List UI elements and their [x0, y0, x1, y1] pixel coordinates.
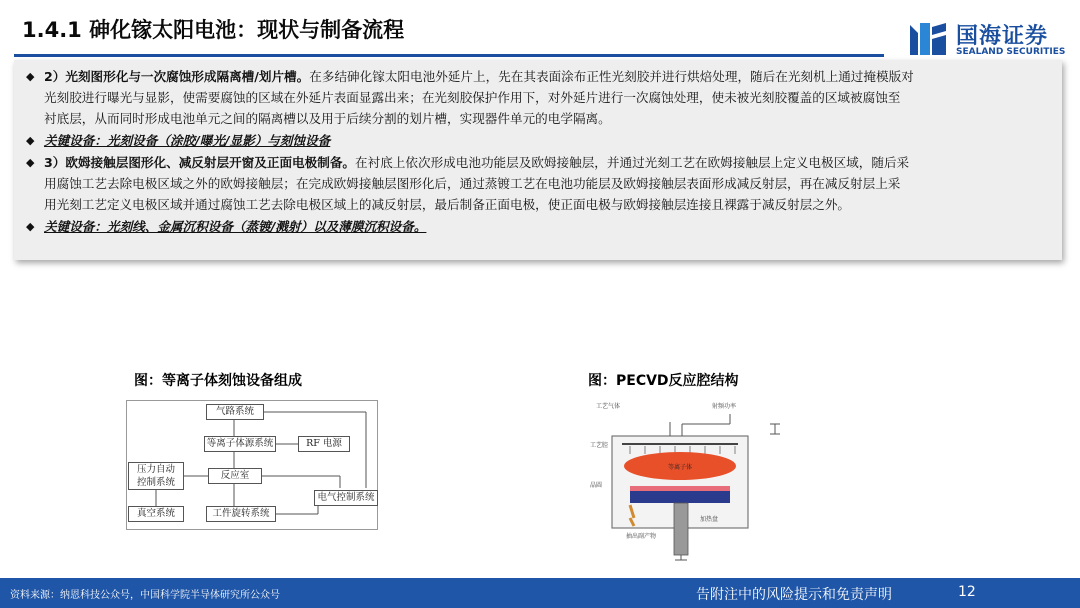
- step3-text-line3: 用光刻工艺定义电极区域并通过腐蚀工艺去除电极区域上的减反射层，最后制备正面电极，使正面电极与欧姆接触层连接且裸露于减反射层之外。: [44, 197, 850, 212]
- node-reaction-chamber: 反应室: [208, 468, 262, 484]
- sealand-logo-icon: [906, 19, 950, 59]
- node-pressure-control: [128, 462, 184, 490]
- label-rf-power: 射频功率: [712, 403, 737, 410]
- step2-text-line3: 衬底层，从而同时形成电池单元之间的隔离槽以及用于后续分割的划片槽，实现器件单元的电学隔离。: [44, 111, 611, 126]
- content-box: [14, 60, 1062, 260]
- disclaimer-link[interactable]: 告附注中的风险提示和免责声明: [696, 587, 892, 603]
- step3-heading: 3）欧姆接触层图形化、减反射层开窗及正面电极制备。: [44, 155, 356, 170]
- paragraph-step3: [26, 152, 1052, 215]
- node-rotation-system: 工件旋转系统: [206, 506, 276, 522]
- bullet-icon: ◆: [26, 70, 35, 83]
- key-equipment-2-text: 关键设备：光刻线、金属沉积设备（蒸镀/溅射）以及薄膜沉积设备。: [44, 219, 427, 234]
- step2-text-line2: 光刻胶进行曝光与显影，使需要腐蚀的区域在外延片表面显露出来；在光刻胶保护作用下，对外延片进行一次腐蚀处理，使未被光刻胶覆盖的区域被腐蚀至: [44, 90, 901, 105]
- paragraph-step2: [26, 66, 1052, 129]
- node-vacuum-system: 真空系统: [128, 506, 184, 522]
- bullet-icon: ◆: [26, 220, 35, 233]
- key-equipment-1-text: 关键设备：光刻设备（涂胶/曝光/显影）与刻蚀设备: [44, 133, 331, 148]
- page-number: 12: [958, 584, 976, 600]
- label-heater: 加热盘: [700, 516, 719, 523]
- step3-text-line1: 在衬底上依次形成电池功能层及欧姆接触层，并通过光刻工艺在欧姆接触层上定义电极区域，随后采: [355, 155, 910, 170]
- bullet-icon: ◆: [26, 134, 35, 147]
- node-gas-system: 气路系统: [206, 404, 264, 420]
- footer-bar: [0, 578, 1080, 608]
- label-plasma: 等离子体: [668, 464, 693, 471]
- node-electrical-control: 电气控制系统: [314, 490, 378, 506]
- bullet-icon: ◆: [26, 156, 35, 169]
- node-pressure-line2: 控制系统: [136, 477, 175, 488]
- label-exhaust: 抽出副产物: [626, 533, 657, 540]
- node-rf-power: RF 电源: [298, 436, 350, 452]
- company-logo: [906, 19, 1066, 61]
- node-plasma-source: 等离子体源系统: [204, 436, 276, 452]
- step2-text-line1: 在多结砷化镓太阳电池外延片上，先在其表面涂布正性光刻胶并进行烘焙处理，随后在光刻机上通过掩模版对: [309, 69, 914, 84]
- node-pressure-line1: 压力自动: [136, 464, 175, 475]
- label-process-chamber: 工艺腔: [590, 442, 609, 449]
- step3-text-line2: 用腐蚀工艺去除电极区域之外的欧姆接触层；在完成欧姆接触层图形化后，通过蒸镀工艺在电池功能层及欧姆接触层表面形成减反射层，再在减反射层上采: [44, 176, 901, 191]
- data-source: 资料来源：纳恩科技公众号，中国科学院半导体研究所公众号: [10, 590, 280, 601]
- label-wafer: 晶圆: [590, 482, 603, 489]
- label-process-gas: 工艺气体: [596, 403, 621, 410]
- key-equipment-1: [26, 130, 1052, 151]
- logo-english-name: SEALAND SECURITIES: [956, 47, 1066, 57]
- plasma-etch-diagram: [126, 400, 378, 530]
- pecvd-diagram: [590, 400, 790, 565]
- pecvd-chamber-illustration: [590, 400, 790, 565]
- left-figure-caption: 图：等离子体刻蚀设备组成: [134, 373, 302, 389]
- step2-heading: 2）光刻图形化与一次腐蚀形成隔离槽/划片槽。: [44, 69, 310, 84]
- title-divider: [14, 54, 884, 57]
- right-figure-caption: 图：PECVD反应腔结构: [588, 373, 739, 389]
- key-equipment-2: [26, 216, 1052, 237]
- page-title: 1.4.1 砷化镓太阳电池：现状与制备流程: [22, 18, 405, 42]
- logo-chinese-name: 国海证券: [956, 24, 1049, 49]
